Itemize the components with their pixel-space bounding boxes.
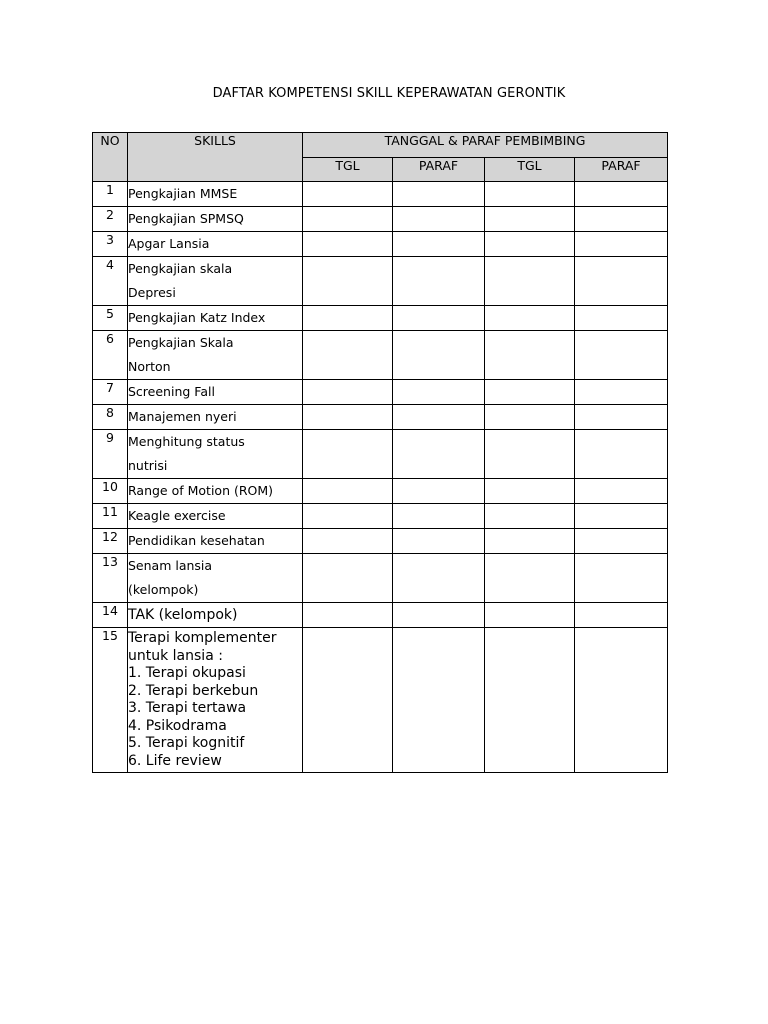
tgl-cell	[485, 529, 575, 554]
row-number: 2	[93, 207, 128, 232]
tgl-cell	[485, 430, 575, 479]
header-tgl-2: TGL	[485, 158, 575, 182]
skill-line: Screening Fall	[128, 384, 215, 399]
row-number: 8	[93, 405, 128, 430]
table-row	[93, 430, 668, 479]
tgl-cell	[303, 380, 393, 405]
table-row	[93, 504, 668, 529]
row-number: 6	[93, 331, 128, 380]
tgl-cell	[303, 207, 393, 232]
paraf-cell	[575, 479, 668, 504]
tgl-cell	[303, 529, 393, 554]
tgl-cell	[303, 182, 393, 207]
row-number: 7	[93, 380, 128, 405]
skill-line: Pengkajian skala	[128, 261, 233, 276]
row-number: 12	[93, 529, 128, 554]
paraf-cell	[393, 232, 485, 257]
skill-name	[128, 430, 303, 479]
tgl-cell	[303, 430, 393, 479]
skill-name	[128, 529, 303, 554]
tgl-cell	[303, 504, 393, 529]
table-row	[93, 554, 668, 603]
paraf-cell	[575, 603, 668, 628]
table-row	[93, 380, 668, 405]
table-row	[93, 628, 668, 773]
tgl-cell	[485, 405, 575, 430]
tgl-cell	[303, 554, 393, 603]
tgl-cell	[485, 207, 575, 232]
skill-line: 5. Terapi kognitif	[128, 735, 245, 751]
skill-name	[128, 182, 303, 207]
skill-line: 6. Life review	[128, 752, 222, 769]
skill-name	[128, 603, 303, 628]
document-title: DAFTAR KOMPETENSI SKILL KEPERAWATAN GERONTIK	[212, 86, 566, 101]
row-number: 3	[93, 232, 128, 257]
tgl-cell	[303, 306, 393, 331]
skill-line: TAK (kelompok)	[128, 607, 238, 623]
tgl-cell	[485, 257, 575, 306]
paraf-cell	[575, 257, 668, 306]
paraf-cell	[393, 405, 485, 430]
row-number: 9	[93, 430, 128, 479]
skill-line: Menghitung status	[128, 434, 245, 449]
skill-line: Norton	[128, 359, 171, 374]
header-paraf-1: PARAF	[393, 158, 485, 182]
row-number: 13	[93, 554, 128, 603]
paraf-cell	[575, 182, 668, 207]
paraf-cell	[393, 257, 485, 306]
skill-line: Pengkajian Skala	[128, 335, 234, 350]
paraf-cell	[575, 529, 668, 554]
paraf-cell	[393, 331, 485, 380]
skill-line: 4. Psikodrama	[128, 717, 227, 734]
tgl-cell	[303, 257, 393, 306]
tgl-cell	[485, 479, 575, 504]
table-row	[93, 331, 668, 380]
row-number: 5	[93, 306, 128, 331]
table-row	[93, 603, 668, 628]
tgl-cell	[485, 232, 575, 257]
tgl-cell	[485, 603, 575, 628]
skill-line: 3. Terapi tertawa	[128, 700, 247, 716]
table-row	[93, 529, 668, 554]
skill-name	[128, 331, 303, 380]
row-number: 15	[93, 628, 128, 773]
paraf-cell	[393, 430, 485, 479]
paraf-cell	[575, 331, 668, 380]
skill-line: Apgar Lansia	[128, 236, 210, 251]
row-number: 14	[93, 603, 128, 628]
skill-name	[128, 628, 303, 773]
tgl-cell	[303, 479, 393, 504]
tgl-cell	[303, 603, 393, 628]
paraf-cell	[393, 207, 485, 232]
paraf-cell	[575, 232, 668, 257]
skill-line: Terapi komplementer	[128, 630, 277, 646]
header-tgl-1: TGL	[303, 158, 393, 182]
header-skills: SKILLS	[128, 133, 303, 182]
skill-line: Senam lansia	[128, 558, 213, 573]
skill-line: 2. Terapi berkebun	[128, 682, 259, 699]
skill-line: Pendidikan kesehatan	[128, 533, 265, 548]
table-row	[93, 257, 668, 306]
tgl-cell	[485, 306, 575, 331]
skill-name	[128, 405, 303, 430]
header-no: NO	[93, 133, 128, 182]
skill-name	[128, 380, 303, 405]
tgl-cell	[485, 628, 575, 773]
header-paraf-2: PARAF	[575, 158, 668, 182]
tgl-cell	[485, 554, 575, 603]
paraf-cell	[575, 430, 668, 479]
skill-line: Manajemen nyeri	[128, 409, 237, 424]
tgl-cell	[303, 628, 393, 773]
skill-line: 1. Terapi okupasi	[128, 665, 246, 681]
skill-line: Range of Motion (ROM)	[128, 483, 274, 498]
tgl-cell	[485, 504, 575, 529]
paraf-cell	[393, 182, 485, 207]
paraf-cell	[575, 405, 668, 430]
tgl-cell	[485, 331, 575, 380]
competency-table	[92, 132, 668, 773]
paraf-cell	[393, 504, 485, 529]
paraf-cell	[575, 504, 668, 529]
paraf-cell	[393, 628, 485, 773]
skill-name	[128, 207, 303, 232]
row-number: 4	[93, 257, 128, 306]
skill-name	[128, 306, 303, 331]
table-row	[93, 405, 668, 430]
paraf-cell	[393, 603, 485, 628]
skill-line: Depresi	[128, 285, 176, 300]
tgl-cell	[303, 405, 393, 430]
table-row	[93, 232, 668, 257]
paraf-cell	[575, 380, 668, 405]
skill-name	[128, 554, 303, 603]
tgl-cell	[303, 331, 393, 380]
row-number: 11	[93, 504, 128, 529]
skill-line: Keagle exercise	[128, 508, 226, 523]
row-number: 1	[93, 182, 128, 207]
table-row	[93, 207, 668, 232]
tgl-cell	[303, 232, 393, 257]
paraf-cell	[575, 628, 668, 773]
skill-line: (kelompok)	[128, 582, 199, 597]
header-date-signature-group: TANGGAL & PARAF PEMBIMBING	[303, 133, 668, 158]
skill-name	[128, 257, 303, 306]
table-row	[93, 479, 668, 504]
skill-name	[128, 504, 303, 529]
tgl-cell	[485, 182, 575, 207]
tgl-cell	[485, 380, 575, 405]
paraf-cell	[575, 207, 668, 232]
skill-line: Pengkajian Katz Index	[128, 310, 266, 325]
skill-name	[128, 479, 303, 504]
table-row	[93, 306, 668, 331]
table-row	[93, 182, 668, 207]
skill-line: nutrisi	[128, 458, 168, 473]
paraf-cell	[393, 554, 485, 603]
paraf-cell	[393, 380, 485, 405]
row-number: 10	[93, 479, 128, 504]
skill-line: Pengkajian SPMSQ	[128, 211, 244, 226]
paraf-cell	[393, 529, 485, 554]
paraf-cell	[575, 306, 668, 331]
paraf-cell	[575, 554, 668, 603]
skill-name	[128, 232, 303, 257]
skill-line: Pengkajian MMSE	[128, 186, 238, 201]
skill-line: untuk lansia :	[128, 647, 223, 664]
paraf-cell	[393, 479, 485, 504]
paraf-cell	[393, 306, 485, 331]
